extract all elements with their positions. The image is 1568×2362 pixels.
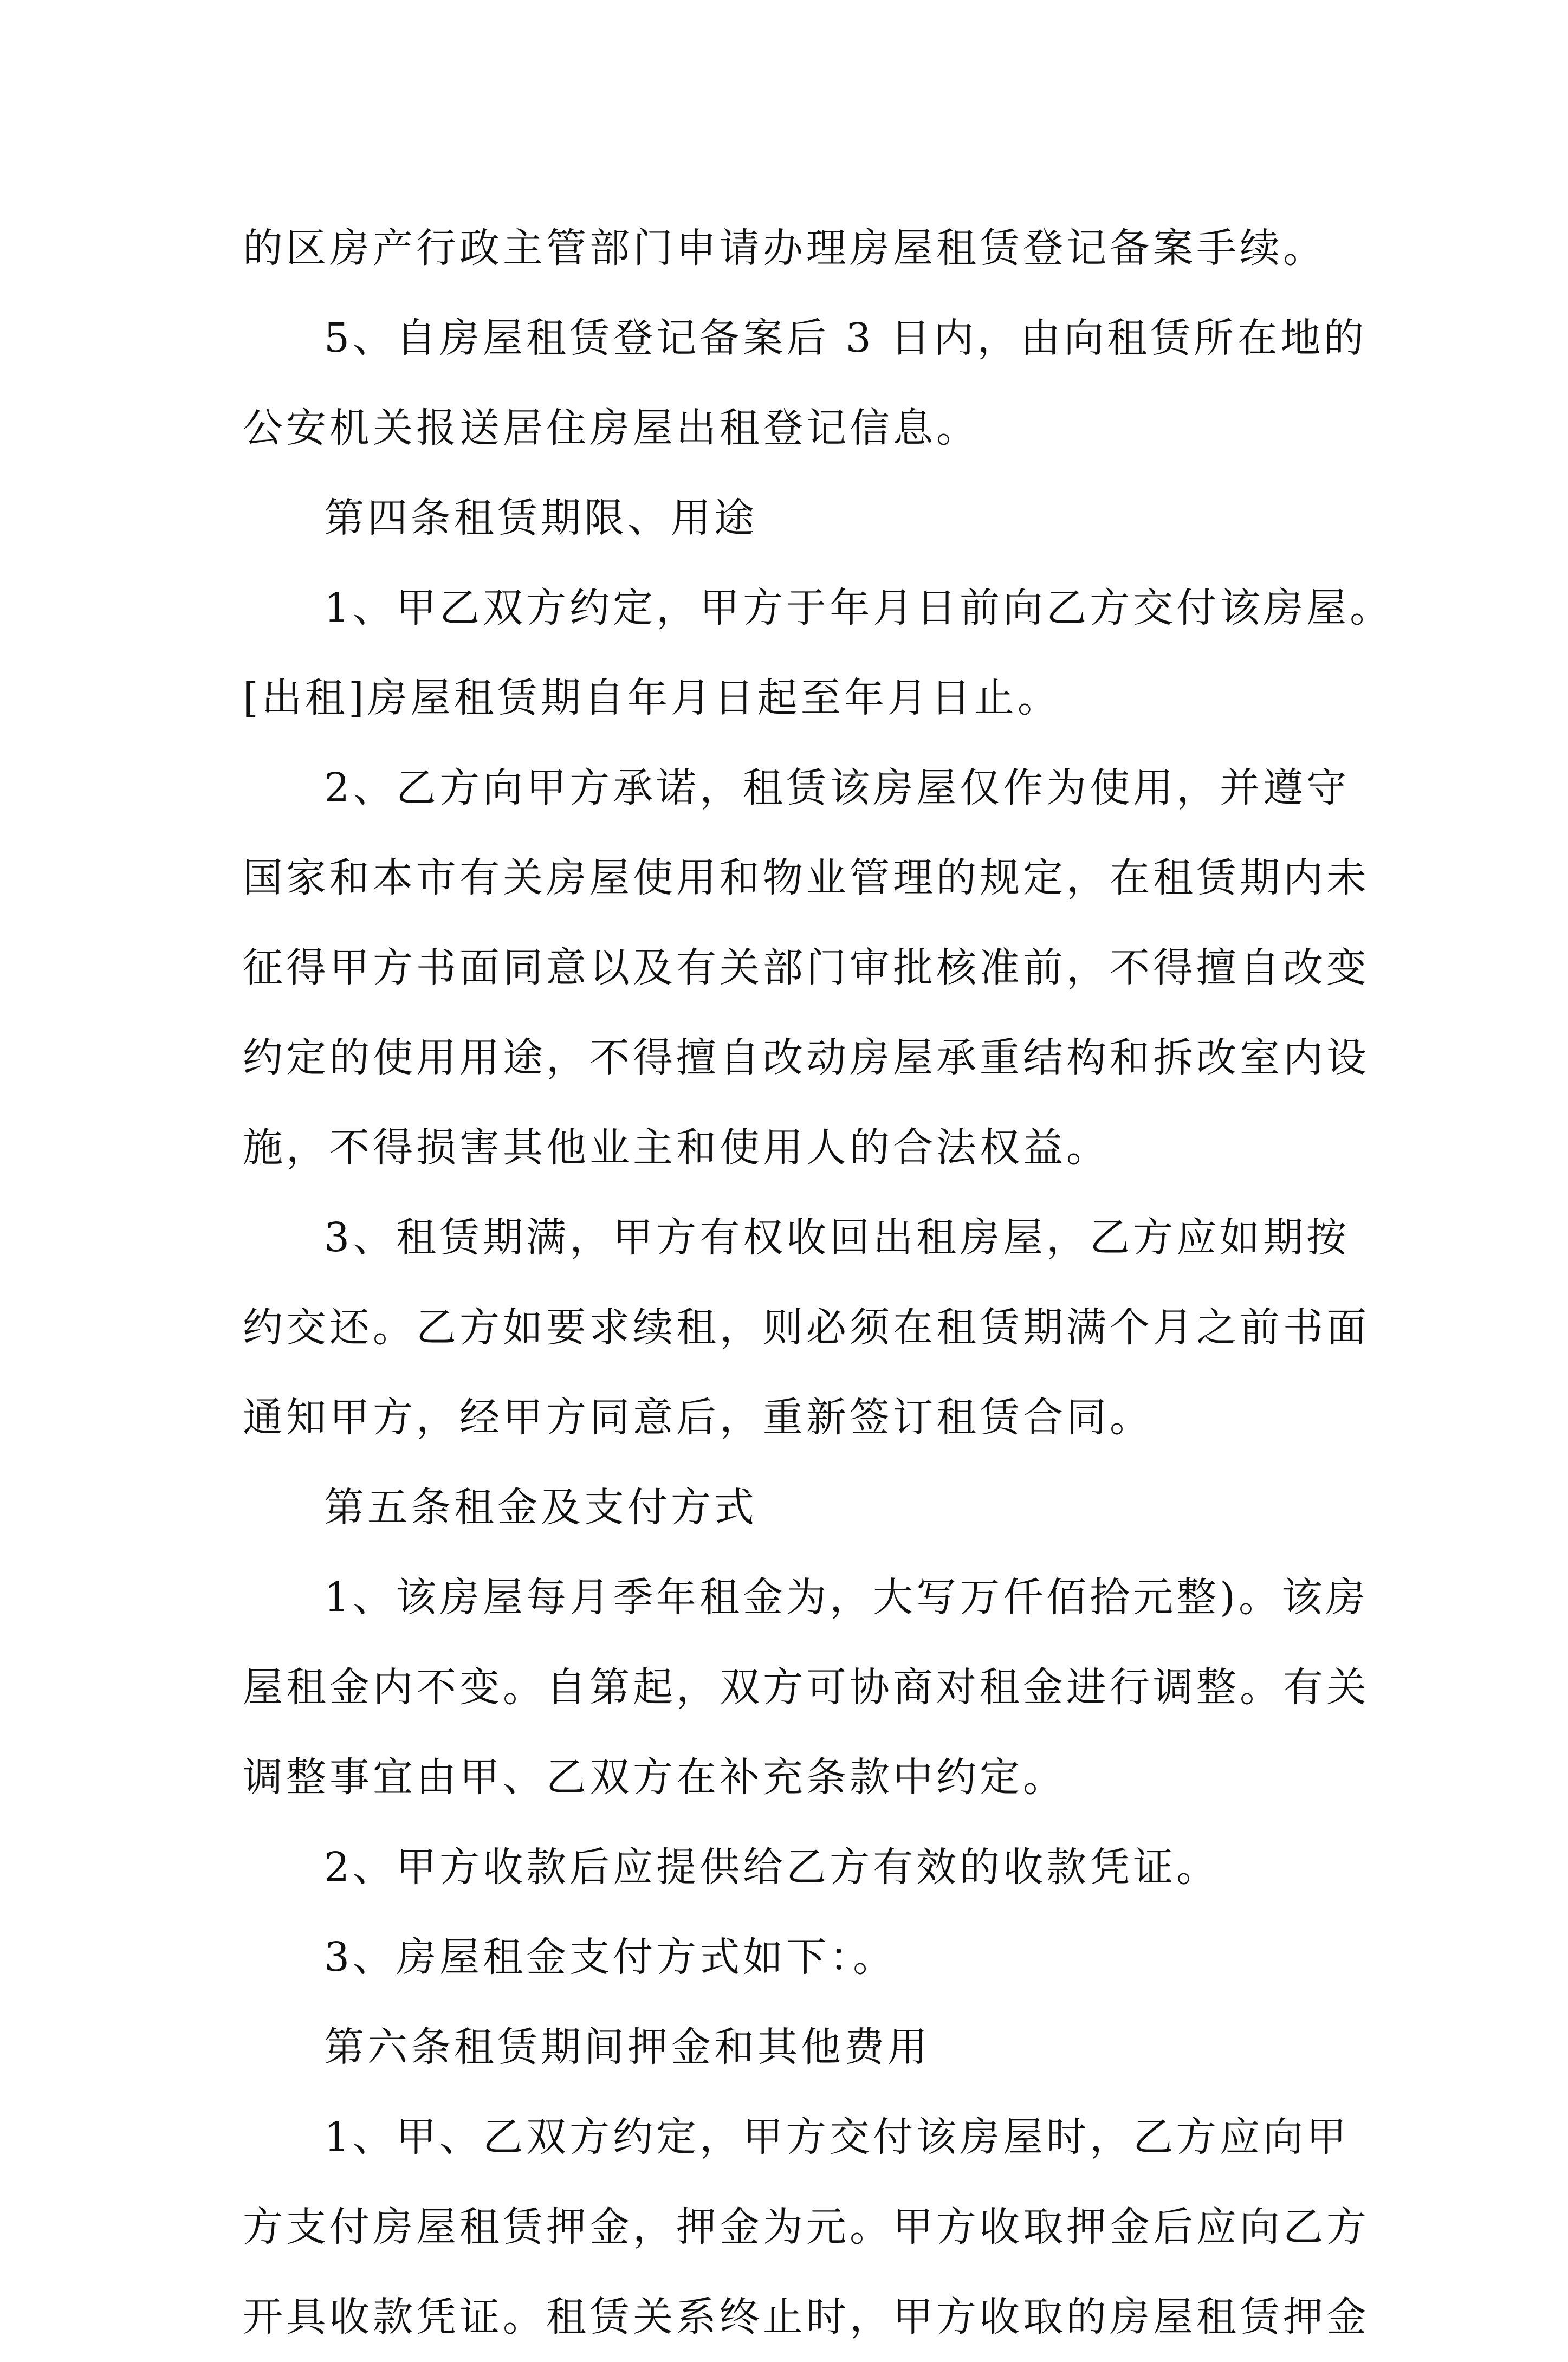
text-line: 的区房产行政主管部门申请办理房屋租赁登记备案手续。 [243,225,1326,271]
text-line: 调整事宜由甲、乙双方在补充条款中约定。 [243,1754,1066,1801]
text-line: 屋租金内不变。自第起，双方可协商对租金进行调整。有关 [243,1664,1370,1711]
text-line: 约交还。乙方如要求续租，则必须在租赁期满个月之前书面 [243,1304,1370,1351]
text-line: 1、甲、乙双方约定，甲方交付该房屋时，乙方应向甲 [324,2114,1350,2160]
text-line: 2、乙方向甲方承诺，租赁该房屋仅作为使用，并遵守 [324,765,1350,811]
section-heading: 第六条租赁期间押金和其他费用 [324,2024,931,2070]
text-line: 3、房屋租金支付方式如下：。 [324,1934,897,1981]
text-line: 3、租赁期满，甲方有权收回出租房屋，乙方应如期按 [324,1214,1350,1261]
text-line: 5、自房屋租赁登记备案后 3 日内，由向租赁所在地的 [324,315,1368,361]
text-line: 国家和本市有关房屋使用和物业管理的规定，在租赁期内未 [243,855,1370,901]
section-heading: 第五条租金及支付方式 [324,1484,757,1531]
text-line: 公安机关报送居住房屋出租登记信息。 [243,405,980,451]
text-line: 通知甲方，经甲方同意后，重新签订租赁合同。 [243,1394,1153,1441]
text-line: 征得甲方书面同意以及有关部门审批核准前，不得擅自改变 [243,944,1370,991]
document-body [243,203,1394,2362]
text-line: [出租]房屋租赁期自年月日起至年月日止。 [243,675,1061,721]
text-line: 2、甲方收款后应提供给乙方有效的收款凭证。 [324,1844,1220,1891]
section-heading: 第四条租赁期限、用途 [324,495,757,541]
text-line: 开具收款凭证。租赁关系终止时，甲方收取的房屋租赁押金 [243,2294,1370,2340]
text-line: 方支付房屋租赁押金，押金为元。甲方收取押金后应向乙方 [243,2204,1370,2250]
text-line: 施，不得损害其他业主和使用人的合法权益。 [243,1124,1110,1171]
text-line: 1、该房屋每月季年租金为，大写万仟佰拾元整)。该房 [324,1574,1369,1621]
text-line: 约定的使用用途，不得擅自改动房屋承重结构和拆改室内设 [243,1034,1370,1081]
text-line: 1、甲乙双方约定，甲方于年月日前向乙方交付该房屋。 [324,585,1394,631]
